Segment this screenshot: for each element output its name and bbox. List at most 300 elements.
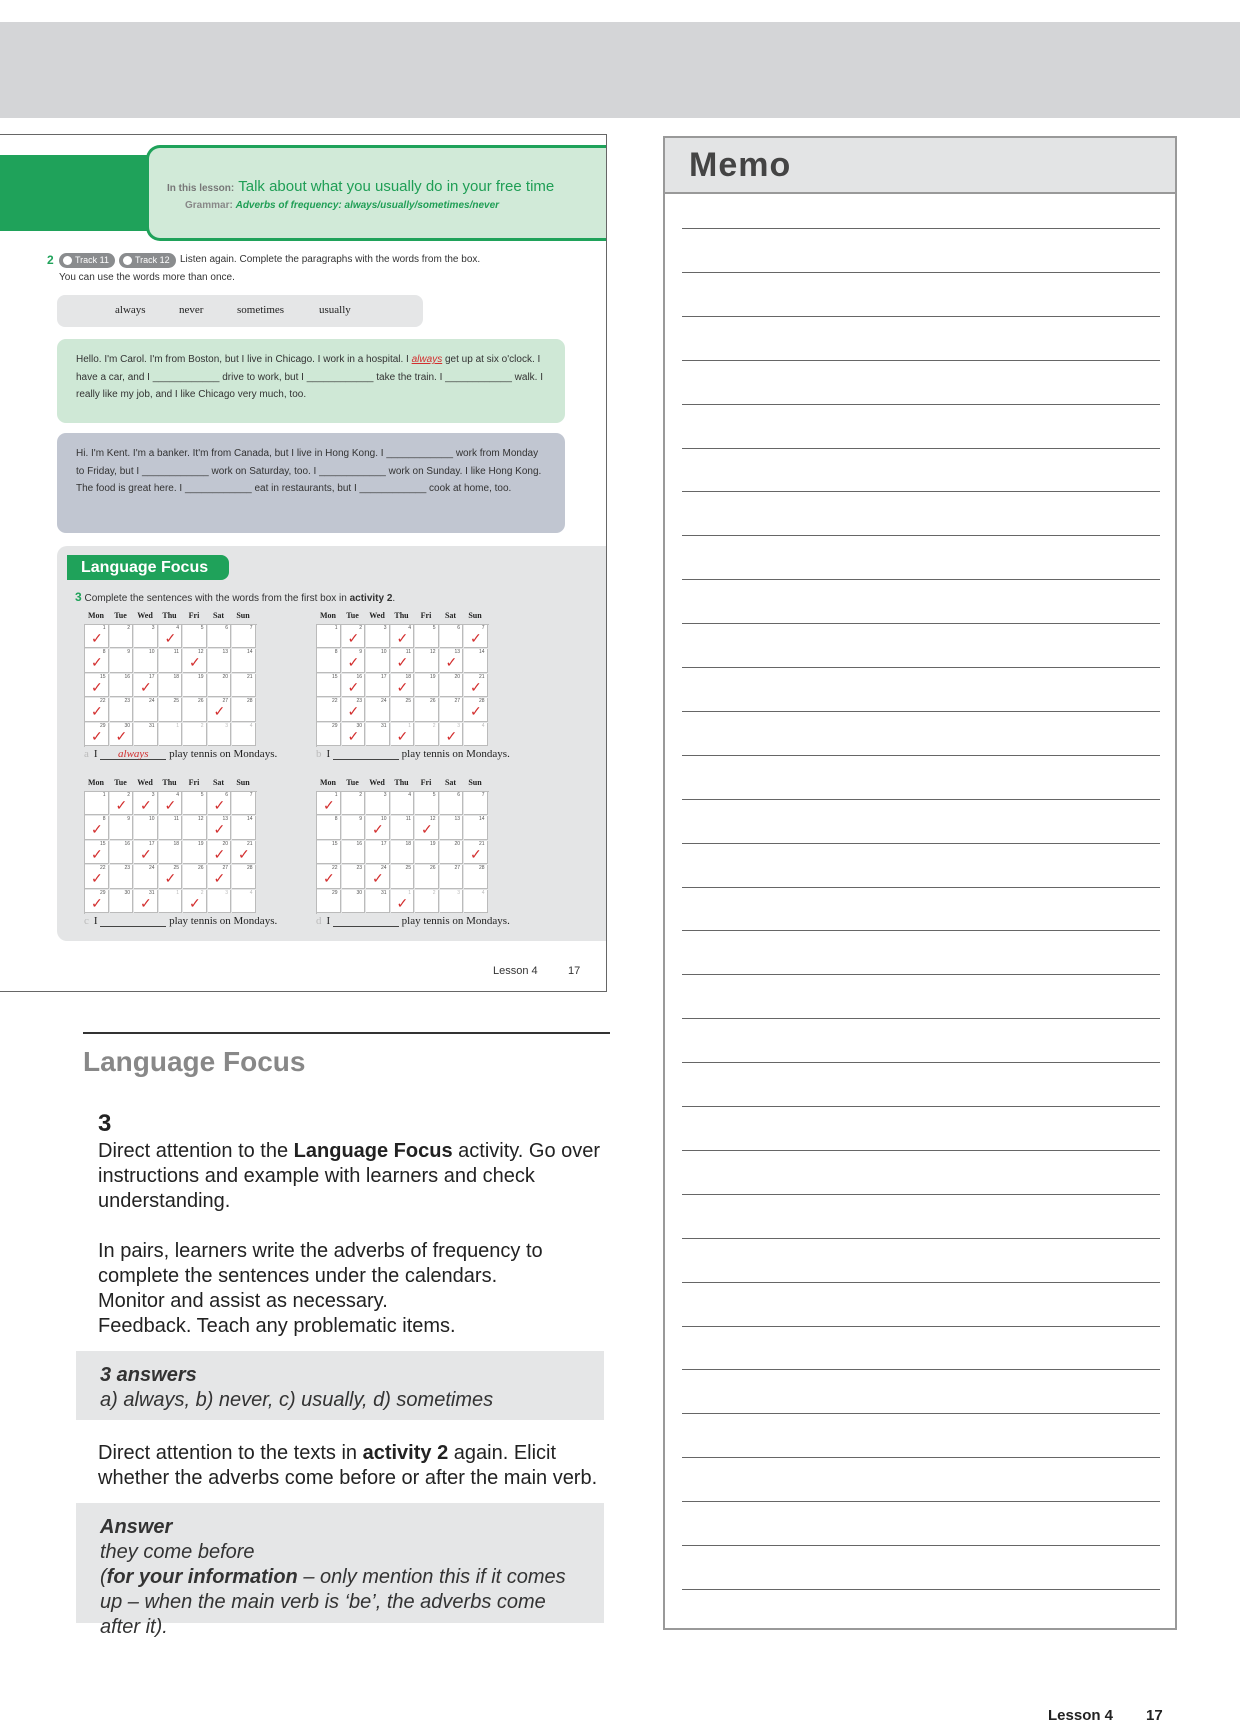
calendar-day <box>391 890 415 913</box>
calendar-day <box>208 816 232 839</box>
day-number: 1 <box>408 889 411 896</box>
memo-header <box>665 138 1175 194</box>
track-11-badge: Track 11 <box>59 253 115 268</box>
calendar-day <box>440 792 464 815</box>
kent-paragraph <box>57 433 565 533</box>
calendar-day <box>232 723 256 746</box>
day-number: 31 <box>148 889 155 896</box>
day-number: 22 <box>99 865 106 872</box>
calendar-day <box>317 816 341 839</box>
day-number: 11 <box>173 816 179 823</box>
check-icon: ✓ <box>140 797 152 813</box>
day-header: Tue <box>346 611 359 620</box>
day-number: 15 <box>331 840 338 847</box>
day-header: Wed <box>369 611 385 620</box>
day-number: 2 <box>200 889 204 896</box>
calendar-day <box>464 674 488 697</box>
day-number: 7 <box>481 625 485 631</box>
lesson-banner <box>146 145 607 241</box>
calendar-day <box>366 625 390 648</box>
check-icon: ✓ <box>164 797 177 813</box>
check-icon: ✓ <box>213 845 226 862</box>
calendar-day <box>232 625 256 648</box>
check-icon: ✓ <box>213 703 226 720</box>
answer-line-1: they come before <box>100 1541 255 1563</box>
day-number: 29 <box>331 889 338 896</box>
day-number: 13 <box>222 649 228 656</box>
calendar-day <box>85 723 109 746</box>
calendar-day <box>85 890 109 913</box>
instruction-paragraph-5: Direct attention to the texts in activity 2 again. Elicit whether the adverbs come before or after the main verb. <box>98 1442 598 1489</box>
check-icon: ✓ <box>372 870 384 887</box>
calendar-day <box>208 841 232 864</box>
memo-line <box>682 711 1160 712</box>
calendar-day <box>159 841 183 864</box>
memo-line <box>682 579 1160 580</box>
check-icon: ✓ <box>115 727 128 744</box>
memo-line <box>682 623 1160 624</box>
calendar-day <box>366 792 390 815</box>
calendar-day <box>415 865 439 888</box>
day-number: 10 <box>380 649 387 656</box>
calendar-day <box>464 865 488 888</box>
memo-line <box>682 1589 1160 1590</box>
check-icon: ✓ <box>164 630 177 646</box>
day-number: 30 <box>124 722 130 729</box>
word-always: always <box>115 304 146 316</box>
calendar-day <box>208 698 232 721</box>
check-icon: ✓ <box>445 654 458 671</box>
day-number: 25 <box>173 865 179 872</box>
day-number: 17 <box>380 840 387 847</box>
calendar-day <box>317 890 341 913</box>
instruction-paragraph-2: In pairs, learners write the adverbs of frequency to complete the sentences under the calendars. <box>98 1240 543 1287</box>
day-number: 24 <box>380 865 387 872</box>
page-footer-lesson: Lesson 4 <box>1048 1707 1114 1724</box>
memo-line <box>682 930 1160 931</box>
instruction-paragraph-3: Monitor and assist as necessary. <box>98 1290 388 1312</box>
track-12-badge: Track 12 <box>119 253 176 268</box>
memo-line <box>682 887 1160 888</box>
calendar-day <box>85 865 109 888</box>
calendar-day <box>232 674 256 697</box>
check-icon: ✓ <box>445 727 458 744</box>
calendar-day <box>391 625 415 648</box>
instruction-paragraph-1: Direct attention to the Language Focus activity. Go over instructions and example with learners and check understanding. <box>98 1140 601 1212</box>
check-icon: ✓ <box>470 703 482 720</box>
calendar-day <box>159 674 183 697</box>
check-icon: ✓ <box>396 654 409 671</box>
check-icon: ✓ <box>347 630 360 646</box>
memo-line <box>682 1545 1160 1546</box>
day-number: 13 <box>454 816 460 823</box>
day-number: 7 <box>481 792 485 798</box>
calendar-day <box>366 723 390 746</box>
day-number: 7 <box>249 625 253 631</box>
day-number: 2 <box>359 792 362 798</box>
day-number: 27 <box>454 865 460 872</box>
calendar-day <box>159 698 183 721</box>
day-number: 10 <box>148 816 155 823</box>
day-header: Thu <box>394 611 409 620</box>
day-number: 3 <box>383 792 387 798</box>
day-number: 24 <box>380 698 387 705</box>
calendar-day <box>464 890 488 913</box>
memo-line <box>682 448 1160 449</box>
day-number: 20 <box>454 673 460 680</box>
day-number: 12 <box>429 649 436 656</box>
day-number: 1 <box>334 792 338 798</box>
answer-blank <box>333 748 399 760</box>
calendar-day <box>415 792 439 815</box>
calendar-day <box>415 649 439 672</box>
day-header: Sat <box>212 611 225 620</box>
day-header: Sat <box>212 778 225 787</box>
calendar-day <box>342 674 366 697</box>
calendar-day <box>134 625 158 648</box>
calendar-day <box>464 841 488 864</box>
day-number: 31 <box>148 722 155 729</box>
day-number: 9 <box>359 649 362 656</box>
calendar-day <box>134 723 158 746</box>
calendar-day <box>317 865 341 888</box>
calendar-day <box>464 816 488 839</box>
day-number: 21 <box>478 840 485 847</box>
calendar-day <box>232 865 256 888</box>
day-number: 2 <box>432 889 436 896</box>
calendar-day <box>366 890 390 913</box>
day-number: 9 <box>127 649 130 656</box>
day-number: 12 <box>197 649 204 656</box>
check-icon: ✓ <box>213 870 226 887</box>
sentence-a: a I always play tennis on Mondays. <box>84 748 278 760</box>
calendar-day <box>366 698 390 721</box>
day-header: Sat <box>444 778 457 787</box>
day-number: 15 <box>99 673 106 680</box>
calendar-day <box>110 649 134 672</box>
calendar-day <box>415 890 439 913</box>
activity2-number: 2 <box>47 253 54 267</box>
day-number: 14 <box>246 816 253 823</box>
kent-text: Hi. I'm Kent. I'm a banker. It'm from Canada, but I live in Hong Kong. I ____________ work from Monday to Friday, but I ____________ work on Saturday, too. I ____________ work on Sunday. I like Hong Kong. The food is great here. I ____________ eat in restaurants, but I ____________ cook at home, too. <box>76 448 542 494</box>
memo-line <box>682 1501 1160 1502</box>
answer-line-2: (for your information – only mention this if it comes up – when the main verb is ‘be’, the adverbs come after it). <box>100 1566 566 1638</box>
day-number: 18 <box>405 840 411 847</box>
day-number: 2 <box>127 625 130 631</box>
memo-line <box>682 1106 1160 1107</box>
calendar-grid <box>84 624 257 747</box>
calendar-day <box>440 649 464 672</box>
calendar-day <box>366 649 390 672</box>
answer-title: Answer <box>100 1516 173 1538</box>
calendar-day <box>134 841 158 864</box>
calendar-day <box>110 865 134 888</box>
answer-blank <box>333 915 399 927</box>
day-number: 17 <box>148 840 155 847</box>
check-icon: ✓ <box>421 821 433 838</box>
check-icon: ✓ <box>396 630 409 646</box>
day-number: 2 <box>200 722 204 729</box>
calendar-day <box>183 816 207 839</box>
memo-line <box>682 1282 1160 1283</box>
calendar-day <box>342 723 366 746</box>
memo-line <box>682 316 1160 317</box>
calendar-day <box>415 816 439 839</box>
check-icon: ✓ <box>470 678 482 695</box>
calendar-day <box>391 723 415 746</box>
calendar-day <box>85 816 109 839</box>
day-number: 30 <box>356 722 362 729</box>
calendar-day <box>464 625 488 648</box>
calendar-day <box>464 792 488 815</box>
calendar-day <box>440 816 464 839</box>
calendar-day <box>183 723 207 746</box>
lesson-text: Talk about what you usually do in your free time <box>238 178 555 195</box>
day-number: 26 <box>197 698 204 705</box>
day-number: 22 <box>99 698 106 705</box>
calendar-day <box>159 649 183 672</box>
day-number: 14 <box>478 816 485 823</box>
calendar-day <box>440 674 464 697</box>
calendar-day <box>391 816 415 839</box>
calendar-day <box>440 865 464 888</box>
memo-line <box>682 1413 1160 1414</box>
day-number: 20 <box>454 840 460 847</box>
calendar-day <box>208 890 232 913</box>
memo-line <box>682 1150 1160 1151</box>
check-icon: ✓ <box>396 678 409 695</box>
day-number: 30 <box>356 889 362 896</box>
day-number: 17 <box>148 673 155 680</box>
day-number: 13 <box>454 649 460 656</box>
memo-panel <box>663 136 1177 1630</box>
section-heading: Language Focus <box>83 1046 306 1077</box>
day-number: 31 <box>380 722 387 729</box>
calendar-day <box>85 625 109 648</box>
calendar-day <box>208 674 232 697</box>
answer-blank <box>100 915 166 927</box>
word-sometimes: sometimes <box>237 304 285 316</box>
day-number: 26 <box>197 865 204 872</box>
day-number: 22 <box>331 698 338 705</box>
calendar-day <box>317 674 341 697</box>
calendar-day <box>183 698 207 721</box>
answers-title: 3 answers <box>100 1364 197 1386</box>
day-header: Tue <box>114 611 127 620</box>
memo-line <box>682 1238 1160 1239</box>
day-number: 8 <box>102 816 106 823</box>
day-header: Sun <box>236 778 250 787</box>
memo-line <box>682 1062 1160 1063</box>
day-number: 19 <box>197 673 204 680</box>
check-icon: ✓ <box>238 845 250 862</box>
answer-blank: always <box>100 748 166 760</box>
memo-line <box>682 1194 1160 1195</box>
calendar-day <box>134 649 158 672</box>
sentence-b: b I play tennis on Mondays. <box>316 748 510 760</box>
day-number: 18 <box>405 673 411 680</box>
day-number: 4 <box>249 889 253 896</box>
day-number: 3 <box>151 625 155 631</box>
day-number: 29 <box>331 722 338 729</box>
check-icon: ✓ <box>91 727 103 744</box>
day-number: 15 <box>99 840 106 847</box>
day-headers <box>84 611 257 623</box>
day-number: 3 <box>457 722 460 729</box>
calendar-day <box>391 792 415 815</box>
day-number: 3 <box>225 889 228 896</box>
day-number: 1 <box>408 722 411 729</box>
day-number: 5 <box>432 792 436 798</box>
check-icon: ✓ <box>470 630 482 646</box>
calendar-day <box>366 865 390 888</box>
calendar-day <box>110 625 134 648</box>
check-icon: ✓ <box>396 727 409 744</box>
day-number: 27 <box>222 698 228 705</box>
day-number: 5 <box>432 625 436 631</box>
sentence-d: d I play tennis on Mondays. <box>316 915 510 927</box>
memo-line <box>682 843 1160 844</box>
calendar-day <box>134 865 158 888</box>
day-number: 15 <box>331 673 338 680</box>
calendar-grid <box>316 624 489 747</box>
day-header: Sun <box>468 778 482 787</box>
day-number: 11 <box>405 816 411 823</box>
day-number: 16 <box>356 840 362 847</box>
day-number: 6 <box>457 625 460 631</box>
day-header: Wed <box>137 778 153 787</box>
calendar-day <box>232 698 256 721</box>
day-header: Thu <box>162 611 177 620</box>
calendar-day <box>183 890 207 913</box>
calendar-day <box>464 723 488 746</box>
calendar-day <box>183 841 207 864</box>
calendar-day <box>208 649 232 672</box>
day-number: 24 <box>148 865 155 872</box>
word-box <box>57 295 423 327</box>
day-number: 8 <box>334 816 338 823</box>
calendar-day <box>317 625 341 648</box>
memo-line <box>682 491 1160 492</box>
day-number: 8 <box>102 649 106 656</box>
student-book-page-number: 17 <box>568 965 581 977</box>
calendar-day <box>440 890 464 913</box>
language-focus-tag: Language Focus <box>67 555 229 580</box>
calendar-day <box>342 792 366 815</box>
calendar-day <box>391 674 415 697</box>
day-number: 16 <box>124 840 130 847</box>
calendar-day <box>415 674 439 697</box>
day-number: 18 <box>173 840 179 847</box>
calendar-day <box>232 816 256 839</box>
calendar-day <box>440 698 464 721</box>
day-number: 1 <box>176 722 179 729</box>
calendar-day <box>110 890 134 913</box>
day-headers <box>316 778 489 790</box>
check-icon: ✓ <box>140 894 152 911</box>
day-number: 9 <box>359 816 362 823</box>
calendar-day <box>159 792 183 815</box>
memo-line <box>682 404 1160 405</box>
calendar-day <box>85 674 109 697</box>
calendar-day <box>85 841 109 864</box>
memo-title: Memo <box>689 146 792 184</box>
check-icon: ✓ <box>323 797 335 813</box>
check-icon: ✓ <box>347 654 360 671</box>
calendar-day <box>415 723 439 746</box>
calendar-day <box>366 841 390 864</box>
calendar-day <box>110 816 134 839</box>
calendar-day <box>110 674 134 697</box>
calendar-day <box>415 841 439 864</box>
calendar-day <box>134 890 158 913</box>
day-header: Mon <box>88 611 104 620</box>
check-icon: ✓ <box>115 797 128 813</box>
day-headers <box>316 611 489 623</box>
day-number: 21 <box>246 673 253 680</box>
top-band <box>0 22 1240 118</box>
activity2-instruction: Listen again. Complete the paragraphs with the words from the box. <box>180 254 481 265</box>
day-number: 16 <box>356 673 362 680</box>
day-number: 4 <box>176 792 179 798</box>
calendar-grid <box>84 791 257 914</box>
calendar-day <box>440 723 464 746</box>
calendar-day <box>464 698 488 721</box>
calendar-day <box>317 649 341 672</box>
memo-line <box>682 1326 1160 1327</box>
day-header: Fri <box>420 778 432 787</box>
day-number: 3 <box>225 722 228 729</box>
day-number: 16 <box>124 673 130 680</box>
check-icon: ✓ <box>213 821 226 838</box>
check-icon: ✓ <box>347 727 360 744</box>
calendar-grid <box>316 791 489 914</box>
day-number: 25 <box>173 698 179 705</box>
day-number: 20 <box>222 673 228 680</box>
memo-line <box>682 228 1160 229</box>
calendar-day <box>317 841 341 864</box>
day-number: 14 <box>478 649 485 656</box>
day-header: Sun <box>468 611 482 620</box>
day-number: 4 <box>408 625 411 631</box>
check-icon: ✓ <box>91 870 103 887</box>
calendar-day <box>159 723 183 746</box>
day-number: 20 <box>222 840 228 847</box>
grammar-label: Grammar: <box>185 200 233 211</box>
calendar-day <box>159 865 183 888</box>
calendar-day <box>134 674 158 697</box>
check-icon: ✓ <box>164 870 177 887</box>
check-icon: ✓ <box>140 845 152 862</box>
calendar-day <box>183 649 207 672</box>
calendar-day <box>208 723 232 746</box>
day-number: 31 <box>380 889 387 896</box>
calendar-day <box>134 792 158 815</box>
check-icon: ✓ <box>91 821 103 838</box>
day-number: 11 <box>173 649 179 656</box>
calendar-day <box>391 698 415 721</box>
day-number: 1 <box>176 889 179 896</box>
day-number: 28 <box>246 698 253 705</box>
carol-example: always <box>411 354 443 365</box>
calendar-day <box>317 698 341 721</box>
student-book-page <box>0 134 607 992</box>
day-number: 29 <box>99 889 106 896</box>
day-header: Fri <box>188 778 200 787</box>
calendar-day <box>134 816 158 839</box>
student-book-lesson: Lesson 4 <box>493 965 538 977</box>
memo-line <box>682 1018 1160 1019</box>
